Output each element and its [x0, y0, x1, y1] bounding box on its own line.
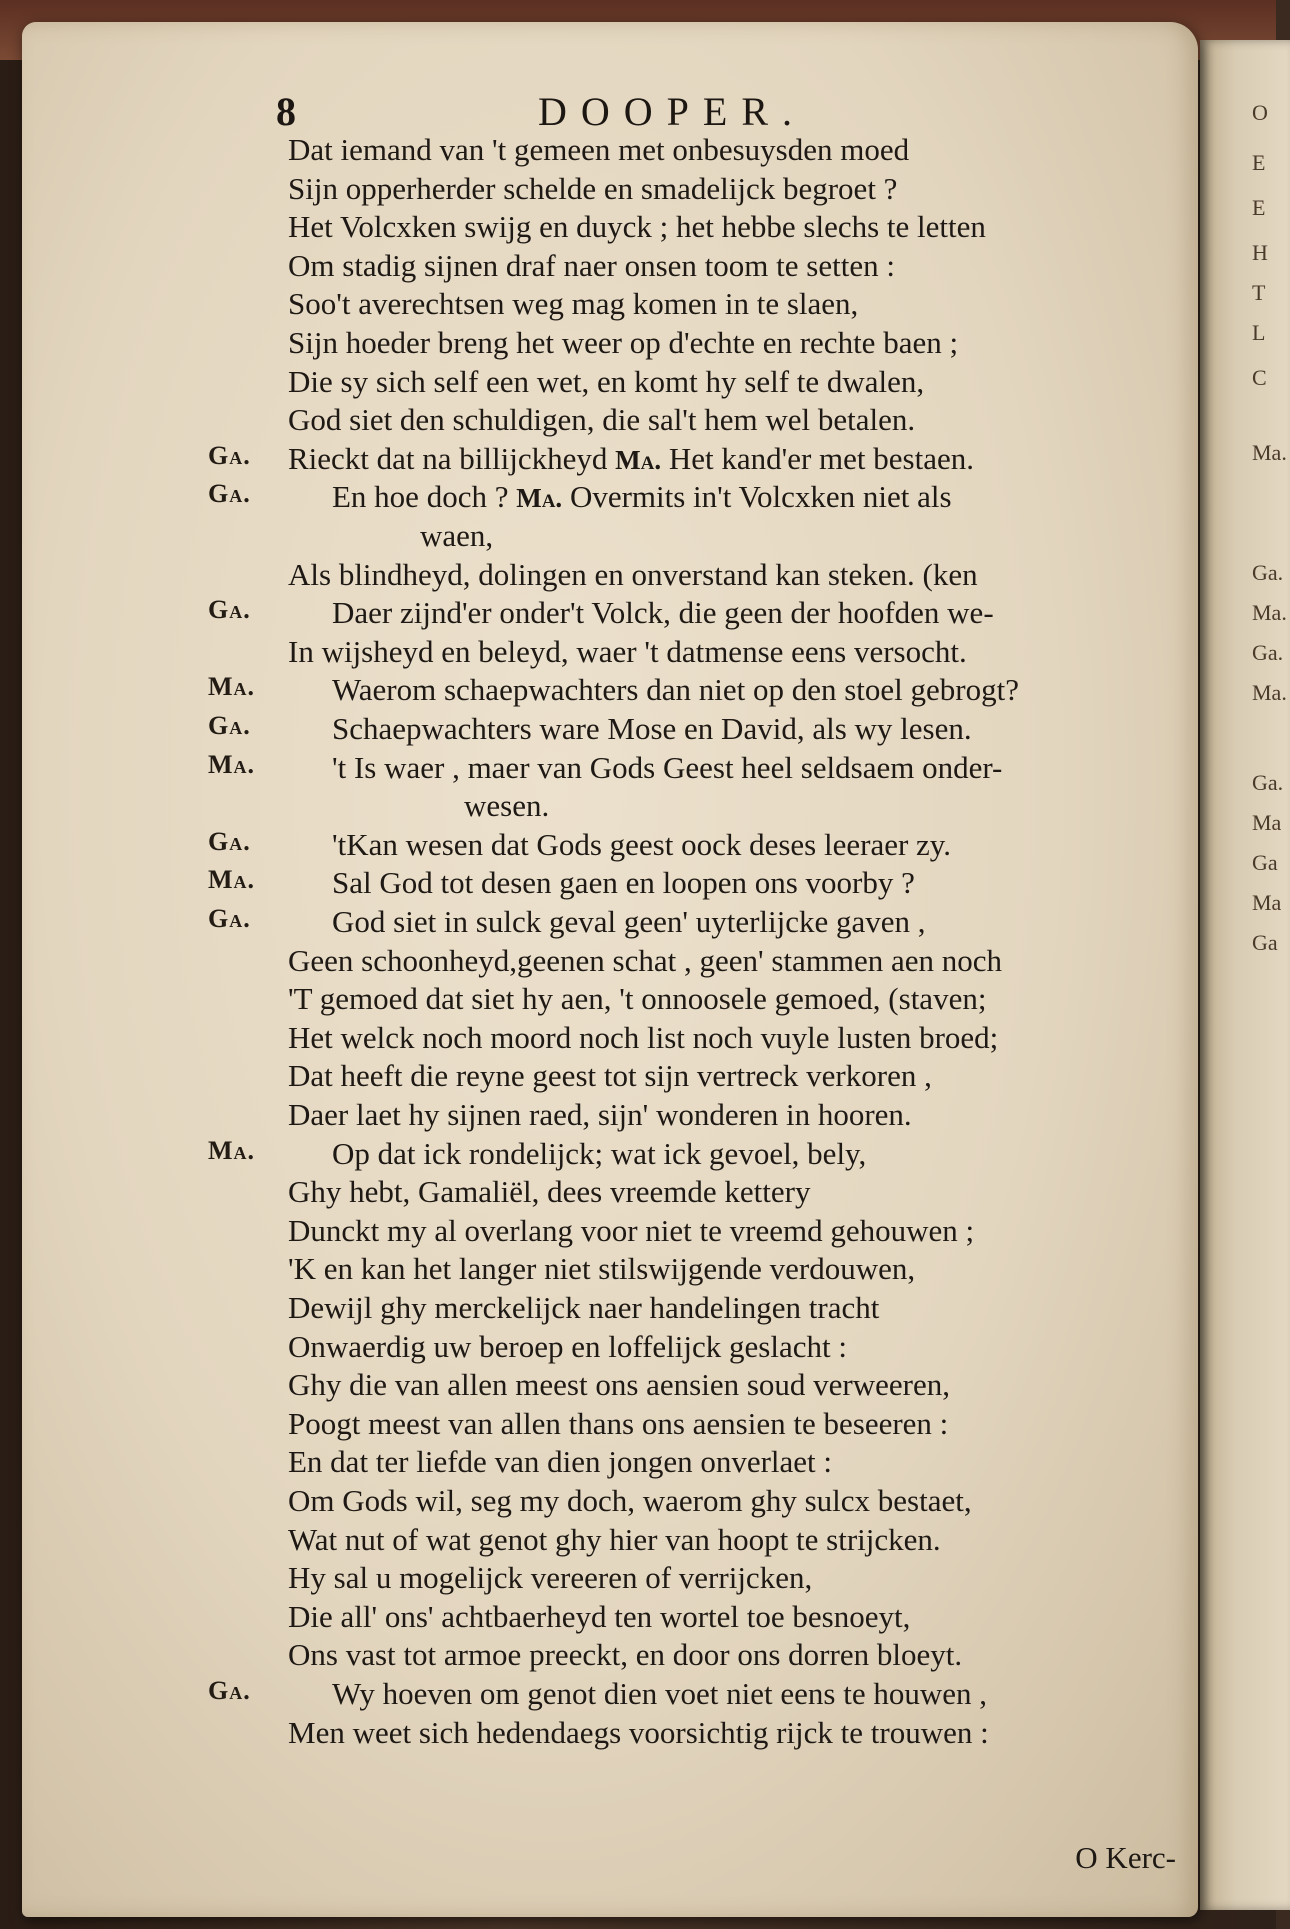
verse-text-span [288, 981, 986, 1017]
verse-text-span [288, 1097, 912, 1133]
verse-line [0, 1444, 1276, 1482]
verse-line [0, 1522, 1276, 1560]
verse-text-span [332, 672, 1019, 708]
verse-line [0, 1637, 1276, 1675]
next-page-letter: L [1252, 320, 1266, 345]
page-header [0, 88, 1276, 132]
verse-text-part: Dat iemand van 't gemeen met onbesuysden moed [288, 132, 910, 167]
next-page-letter: T [1252, 280, 1266, 305]
verse-text-span [288, 1522, 941, 1558]
verse-text-span [288, 1213, 974, 1249]
verse-line [0, 441, 1276, 479]
verse-line [0, 402, 1276, 440]
next-page-letter: O [1252, 100, 1268, 125]
verse-text-part: Sijn hoeder breng het weer op d'echte en rechte baen ; [288, 325, 959, 360]
verse-text-span [288, 132, 909, 168]
catchword: O Kerc- [1075, 1840, 1176, 1875]
verse-line [0, 1367, 1276, 1405]
verse-line [0, 171, 1276, 209]
verse-text-part: Geen schoonheyd,geenen schat , geen' stammen aen noch [288, 942, 1003, 978]
next-page-letter: Ga. [1252, 770, 1284, 795]
speaker-label: Ma. [208, 672, 256, 702]
verse-line [0, 1406, 1276, 1444]
verse-text-span [288, 1483, 972, 1519]
verse-text-span [288, 364, 924, 400]
speaker-label: Ma. [208, 749, 256, 779]
speaker-label: Ga. [208, 440, 251, 470]
verse-text-part: waen, [420, 518, 494, 553]
speaker-label: Ga. [208, 1676, 251, 1705]
verse-text-span [288, 402, 915, 438]
verse-line [0, 865, 1276, 903]
verse-text-part: Die sy sich self een wet, en komt hy self te dwalen, [288, 363, 925, 399]
verse-text-part: Het Volcxken swijg en duyck ; het hebbe slechs te letten [288, 209, 986, 245]
verse-line [0, 1020, 1276, 1058]
verse-text-part: Dunckt my al overlang voor niet te vreemd gehouwen ; [288, 1212, 975, 1248]
verse-text-span [332, 711, 972, 747]
verse-line [0, 248, 1276, 286]
verse-line [0, 1290, 1276, 1328]
verse-line [0, 595, 1276, 633]
verse-text-span [288, 1444, 832, 1480]
verse-text-part: Die all' ons' achtbaerheyd ten wortel toe besnoeyt, [288, 1598, 911, 1634]
speaker-label: Ga. [208, 479, 251, 509]
next-page-letter: Ga. [1252, 560, 1284, 585]
verse-text-span [288, 1251, 915, 1287]
verse-text-part: In wijsheyd en beleyd, waer 't datmense eens versocht. [288, 633, 967, 669]
verse-text-part: God siet den schuldigen, die sal't hem wel betalen. [288, 402, 916, 438]
verse-text-part: God siet in sulck geval geen' uyterlijcke gaven , [332, 904, 926, 939]
verse-text-part: Dat heeft die reyne geest tot sijn vertreck verkoren , [288, 1058, 932, 1094]
next-page-letter: H [1252, 240, 1268, 265]
verse-text-part: Waerom schaepwachters dan niet op den stoel gebrogt? [332, 672, 1019, 708]
speaker-label: Ga. [208, 826, 251, 856]
verse-text-span [464, 788, 549, 824]
verse-text-part: Poogt meest van allen thans ons aensien te beseeren : [288, 1405, 949, 1441]
speaker-label-inline: Ma. [615, 444, 662, 475]
verse-line [0, 634, 1276, 672]
verse-line [0, 750, 1276, 788]
verse-text-span [288, 1599, 910, 1635]
verse-text-part: Schaepwachters ware Mose en David, als wy lesen. [332, 711, 972, 746]
verse-text-span [288, 286, 858, 322]
verse-text-part: 'T gemoed dat siet hy aen, 't onnoosele gemoed, (staven; [288, 981, 987, 1017]
verse-text-part: Sal God tot desen gaen en loopen ons voorby ? [332, 865, 915, 901]
verse-text-span [288, 171, 897, 207]
verse-line [0, 1097, 1276, 1135]
verse-line [0, 943, 1276, 981]
verse-line [0, 1058, 1276, 1096]
verse-text-part: Wy hoeven om genot dien voet niet eens te houwen , [332, 1676, 987, 1711]
verse-line [0, 1676, 1276, 1714]
verse-line [0, 827, 1276, 865]
verse-text-part: wesen. [464, 788, 550, 824]
next-page-letter: E [1252, 195, 1266, 220]
running-title: DOOPER. [538, 89, 807, 134]
speaker-label: Ga. [208, 711, 251, 740]
verse-text-span [288, 1715, 989, 1751]
verse-line [0, 711, 1276, 749]
verse-text-part: Wat nut of wat genot ghy hier van hoopt te strijcken. [288, 1521, 941, 1557]
verse-text-span [288, 325, 958, 361]
verse-line [0, 788, 1276, 826]
verse-text-span [288, 1020, 998, 1056]
verse-text-span [332, 479, 952, 515]
verse-text-part: En dat ter liefde van dien jongen onverlaet : [288, 1444, 833, 1480]
verse-text-part: 'K en kan het langer niet stilswijgende verdouwen, [288, 1251, 916, 1287]
verse-line [0, 364, 1276, 402]
next-page-letter: Ma. [1252, 600, 1287, 625]
speaker-label-inline: Ma. [516, 483, 563, 514]
verse-text-span [288, 1329, 847, 1365]
verse-text-span [332, 1676, 987, 1712]
verse-text-span [332, 827, 951, 863]
verse-line [0, 981, 1276, 1019]
next-page-letter: E [1252, 150, 1266, 175]
verse-text-part: Rieckt dat na billijckheyd [288, 440, 608, 476]
next-page-letter: Ma [1252, 890, 1282, 915]
verse-text-span [288, 1367, 950, 1403]
verse-text-part: Dewijl ghy merckelijck naer handelingen tracht [288, 1290, 880, 1325]
verse-text-part: Ons vast tot armoe preeckt, en door ons dorren bloeyt. [288, 1637, 963, 1673]
verse-text-part: Daer laet hy sijnen raed, sijn' wonderen in hooren. [288, 1097, 912, 1132]
verse-text-part: Men weet sich hedendaegs voorsichtig rijck te trouwen : [288, 1714, 989, 1750]
verse-text-span [332, 1136, 866, 1172]
verse-text-span [288, 557, 978, 593]
verse-line [0, 479, 1276, 517]
verse-text-span [288, 634, 967, 670]
verse-line [0, 1560, 1276, 1598]
verse-text-span [288, 1637, 962, 1673]
next-page-letter: Ga [1252, 930, 1278, 955]
speaker-label: Ga. [208, 595, 251, 625]
verse-line [0, 325, 1276, 363]
verse-text-span [288, 441, 974, 477]
verse-line [0, 1715, 1276, 1753]
next-page-letter: C [1252, 365, 1267, 390]
verse-text-part: Overmits in't Volcxken niet als [569, 479, 952, 515]
verse-line [0, 1251, 1276, 1289]
verse-text-part: Daer zijnd'er onder't Volck, die geen der hoofden we- [332, 595, 994, 631]
verse-text-span [420, 518, 493, 554]
verse-text-part: Onwaerdig uw beroep en loffelijck geslacht : [288, 1328, 847, 1364]
verse-line [0, 1599, 1276, 1637]
verse-text-span [288, 1290, 879, 1326]
verse-text-span [288, 943, 1002, 979]
verse-text-part: Als blindheyd, dolingen en onverstand kan steken. (ken [288, 556, 978, 592]
verse-text-part: Om Gods wil, seg my doch, waerom ghy sulcx bestaet, [288, 1483, 972, 1518]
verse-line [0, 286, 1276, 324]
next-page-letter: Ga [1252, 850, 1278, 875]
verse-line [0, 672, 1276, 710]
verse-text-span [332, 904, 926, 940]
verse-text-part: Het kand'er met bestaen. [668, 440, 974, 476]
next-page-letter: Ma [1252, 810, 1282, 835]
verse-text-span [288, 1406, 948, 1442]
verse-text-part: Ghy die van allen meest ons aensien soud verweeren, [288, 1367, 950, 1403]
verse-text-span [332, 750, 1002, 786]
verse-text-part: Op dat ick rondelijck; wat ick gevoel, bely, [332, 1135, 867, 1171]
next-page-letter: Ga. [1252, 640, 1284, 665]
verse-text-span [332, 865, 915, 901]
verse-text-part: En hoe doch ? [332, 479, 509, 515]
verse-text-span [288, 1174, 811, 1210]
next-page-letter: Ma. [1252, 680, 1287, 705]
verse-text-span [332, 595, 994, 631]
verse-text-part: 't Is waer , maer van Gods Geest heel seldsaem onder- [332, 749, 1003, 785]
verse-line [0, 1136, 1276, 1174]
verse-line [0, 1329, 1276, 1367]
verse-text-part: 'tKan wesen dat Gods geest oock deses leeraer zy. [332, 826, 952, 862]
verse-line [0, 557, 1276, 595]
verse-text-part: Sijn opperherder schelde en smadelijck begroet ? [288, 170, 898, 206]
verse-line [0, 1213, 1276, 1251]
verse-line [0, 209, 1276, 247]
verse-text-span [288, 248, 895, 284]
verse-text-part: Hy sal u mogelijck vereeren of verrijcken, [288, 1560, 813, 1596]
verse-text-span [288, 1058, 932, 1094]
verse-text-part: Soo't averechtsen weg mag komen in te slaen, [288, 286, 859, 322]
verse-text-span [288, 1560, 812, 1596]
verse-line [0, 518, 1276, 556]
verse-line [0, 904, 1276, 942]
verse-text-part: Ghy hebt, Gamaliël, dees vreemde kettery [288, 1174, 811, 1210]
verse-text-span [288, 209, 986, 245]
page-number: 8 [276, 89, 296, 134]
verse-text-part: Om stadig sijnen draf naer onsen toom te setten : [288, 247, 895, 283]
speaker-label: Ma. [208, 1135, 256, 1165]
verse-text-part: Het welck noch moord noch list noch vuyle lusten broed; [288, 1019, 999, 1055]
next-page-letter: Ma. [1252, 440, 1287, 465]
verse-line [0, 1483, 1276, 1521]
speaker-label: Ga. [208, 904, 251, 933]
verse-line [0, 1174, 1276, 1212]
speaker-label: Ma. [208, 865, 256, 895]
verse-line [0, 132, 1276, 170]
